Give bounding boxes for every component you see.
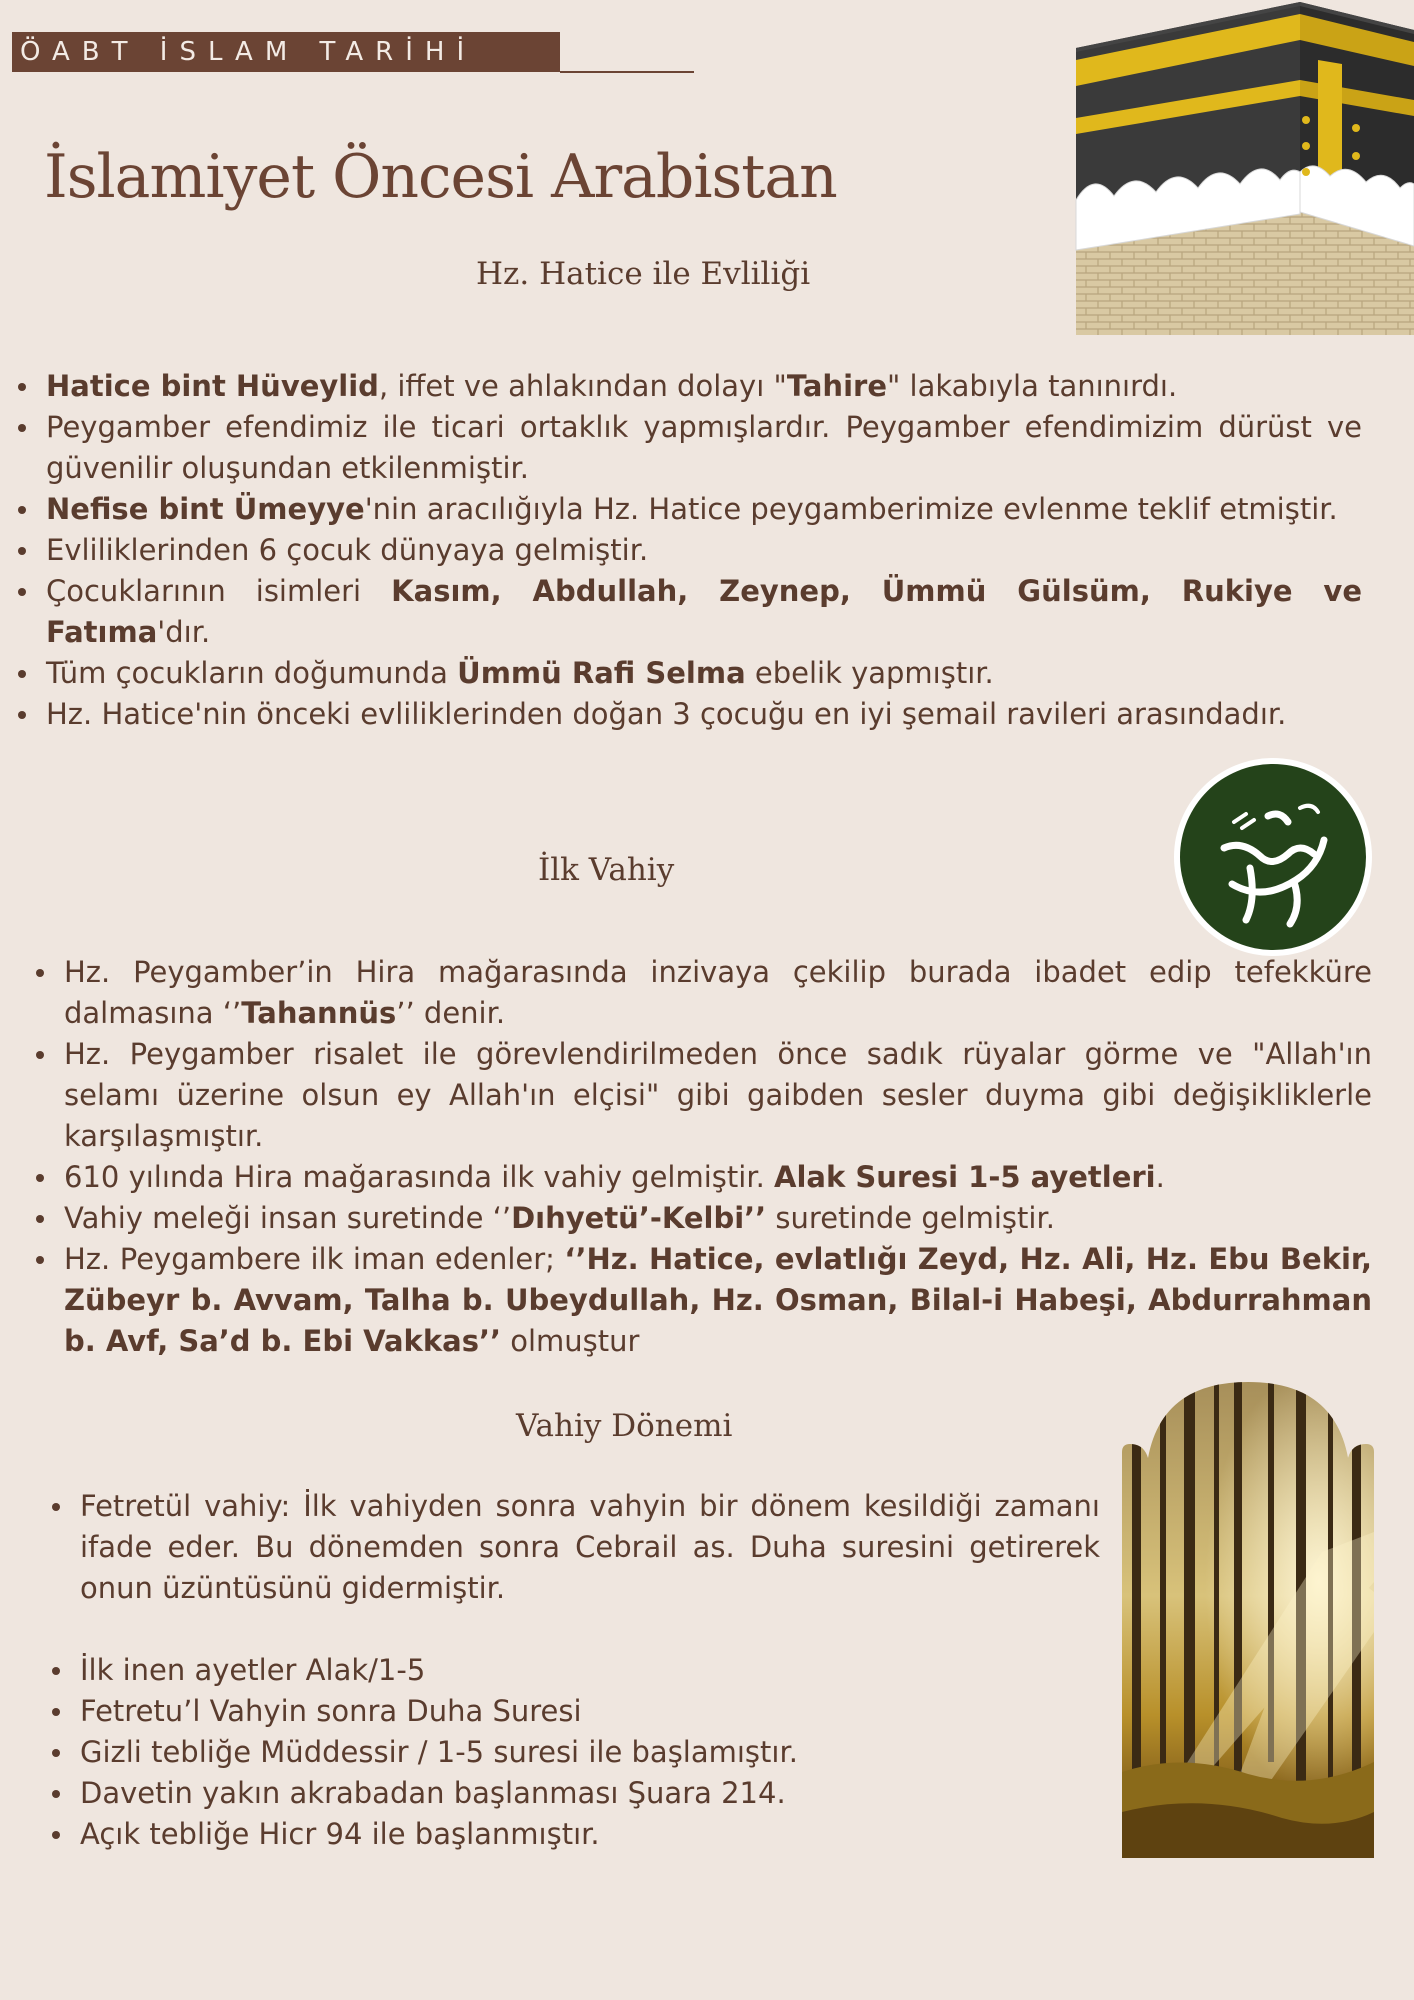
list-item: Gizli tebliğe Müddessir / 1-5 suresi ile başlamıştır. <box>46 1732 1100 1773</box>
list-item: Fetretül vahiy: İlk vahiyden sonra vahyin bir dönem kesildiği zamanı ifade eder. Bu dönemden sonra Cebrail as. Duha suresini getirerek onun üzüntüsünü gidermiştir. <box>46 1486 1100 1609</box>
list-item: Hz. Peygamber’in Hira mağarasında inzivaya çekilip burada ibadet edip tefekküre dalmasına ‘’Tahannüs’’ denir. <box>30 952 1372 1034</box>
section-heading-marriage: Hz. Hatice ile Evliliği <box>476 256 811 292</box>
list-item: Hz. Hatice'nin önceki evliliklerinden doğan 3 çocuğu en iyi şemail ravileri arasındadır. <box>12 694 1362 735</box>
marriage-list <box>12 366 1362 735</box>
list-item: Evliliklerinden 6 çocuk dünyaya gelmiştir. <box>12 530 1362 571</box>
list-item: Nefise bint Ümeyye'nin aracılığıyla Hz. Hatice peygamberimize evlenme teklif etmiştir. <box>12 489 1362 530</box>
list-item: 610 yılında Hira mağarasında ilk vahiy gelmiştir. Alak Suresi 1-5 ayetleri. <box>30 1157 1372 1198</box>
list-item: Davetin yakın akrabadan başlanması Şuara 214. <box>46 1773 1100 1814</box>
list-item: Hatice bint Hüveylid, iffet ve ahlakından dolayı "Tahire" lakabıyla tanınırdı. <box>12 366 1362 407</box>
list-item: İlk inen ayetler Alak/1-5 <box>46 1650 1100 1691</box>
list-item: Hz. Peygambere ilk iman edenler; ‘’Hz. Hatice, evlatlığı Zeyd, Hz. Ali, Hz. Ebu Bekir, Zübeyr b. Avvam, Talha b. Ubeydullah, Hz. Osman, Bilal-i Habeşi, Abdurrahman b. Avf, Sa’d b. Ebi Vakkas’’ olmuştur <box>30 1239 1372 1362</box>
section-heading-revelation-period: Vahiy Dönemi <box>516 1408 733 1444</box>
revelation-period-list <box>46 1486 1100 1855</box>
list-item: Tüm çocukların doğumunda Ümmü Rafi Selma ebelik yapmıştır. <box>12 653 1362 694</box>
forest-arch-image <box>1122 1382 1374 1858</box>
list-item: Fetretu’l Vahyin sonra Duha Suresi <box>46 1691 1100 1732</box>
section-heading-first-revelation: İlk Vahiy <box>538 852 675 888</box>
list-item: Vahiy meleği insan suretinde ‘’Dıhyetü’-Kelbi’’ suretinde gelmiştir. <box>30 1198 1372 1239</box>
muhammad-calligraphy-icon <box>1172 756 1374 958</box>
banner-underline <box>560 71 694 73</box>
page-title: İslamiyet Öncesi Arabistan <box>44 142 837 212</box>
first-revelation-list <box>30 952 1372 1362</box>
list-item: Peygamber efendimiz ile ticari ortaklık yapmışlardır. Peygamber efendimizim dürüst ve güvenilir oluşundan etkilenmiştir. <box>12 407 1362 489</box>
header-banner: ÖABT İSLAM TARİHİ <box>12 32 560 72</box>
list-item: Açık tebliğe Hicr 94 ile başlanmıştır. <box>46 1814 1100 1855</box>
list-item: Çocuklarının isimleri Kasım, Abdullah, Zeynep, Ümmü Gülsüm, Rukiye ve Fatıma'dır. <box>12 571 1362 653</box>
kaaba-icon <box>1074 0 1414 335</box>
list-item: Hz. Peygamber risalet ile görevlendirilmeden önce sadık rüyalar görme ve "Allah'ın selamı üzerine olsun ey Allah'ın elçisi" gibi gaibden sesler duyma gibi değişikliklerle karşılaşmıştır. <box>30 1034 1372 1157</box>
